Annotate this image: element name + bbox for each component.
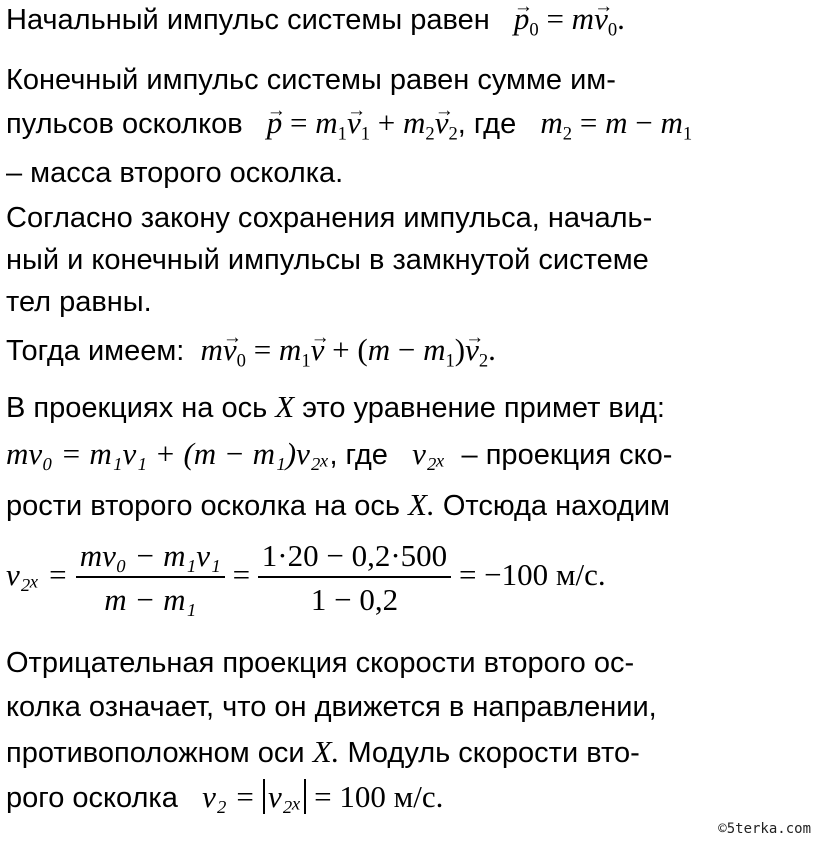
axis-label: X. — [408, 487, 435, 522]
text-line: колка означает, что он движется в направлении, — [6, 691, 657, 723]
text-line-modulus: рого осколка v₂ = v₂ₓ = 100 м/с. — [6, 779, 444, 814]
text-line-fragment-momentum: пульсов осколков → $p = m_1\to v_1 + m_2\to v_2$, где $m_2 = m - m_1$ — [6, 106, 692, 152]
formula-modulus: v₂ = v₂ₓ = 100 м/с. — [202, 779, 444, 814]
text-line: противоположном оси X. Модуль скорости вто- — [6, 734, 640, 769]
formula-calculation: v₂ₓ = $\frac{\text{mv₀ − m₁v₁}}{\text{m − m₁}}$ = $\frac{1\cdot 20 - 0,2\cdot 500}{1 - 0,2}$ = −100 м/с. — [6, 538, 606, 617]
axis-label: X. — [312, 734, 340, 769]
variable-v2x: v₂ₓ — [412, 436, 446, 471]
formula-conservation: $m\to v_0 = m_1\to v + (m - m_1)\to v_2$. — [200, 332, 495, 367]
text-line-projection: mv₀ = m₁v₁ + (m − m₁)v₂ₓ, где v₂ₓ – проекция ско- — [6, 436, 673, 471]
text-line: Отрицательная проекция скорости второго ос- — [6, 647, 635, 679]
formula-final-momentum: → $p = m_1\to v_1 + m_2\to v_2$ — [267, 105, 458, 140]
text-line-equation: Тогда имеем: $m\to v_0 = m_1\to v + (m - m_1)\to v_2$. — [6, 333, 496, 379]
text-line: тел равны. — [6, 286, 152, 318]
text-line: ный и конечный импульсы в замкнутой системе — [6, 244, 649, 276]
text-line: Согласно закону сохранения импульса, началь- — [6, 202, 653, 234]
fraction-symbolic: $\frac{\text{mv₀ − m₁v₁}}{\text{m − m₁}}$ — [76, 538, 225, 618]
text-line-initial-momentum — [6, 2, 625, 48]
formula-initial-momentum: → $p_0 = m\to v_0$. — [514, 1, 625, 36]
formula-second-mass: $m_2 = m - m_1$ — [540, 105, 693, 145]
result: = −100 м/с. — [451, 557, 606, 593]
formula-projection: mv₀ = m₁v₁ + (m − m₁)v₂ₓ — [6, 436, 330, 471]
watermark: ©5terka.com — [718, 821, 811, 837]
text-line: В проекциях на ось X это уравнение примет вид: — [6, 389, 665, 424]
text-line: Конечный импульс системы равен сумме им- — [6, 64, 616, 96]
text: Начальный импульс системы равен — [6, 4, 490, 36]
fraction-numeric: $\frac{1\cdot 20 - 0,2\cdot 500}{1 - 0,2}$ — [258, 538, 451, 618]
axis-label: X — [275, 389, 295, 424]
text-line: рости второго осколка на ось X. Отсюда находим — [6, 487, 670, 522]
text-line: – масса второго осколка. — [6, 157, 344, 189]
